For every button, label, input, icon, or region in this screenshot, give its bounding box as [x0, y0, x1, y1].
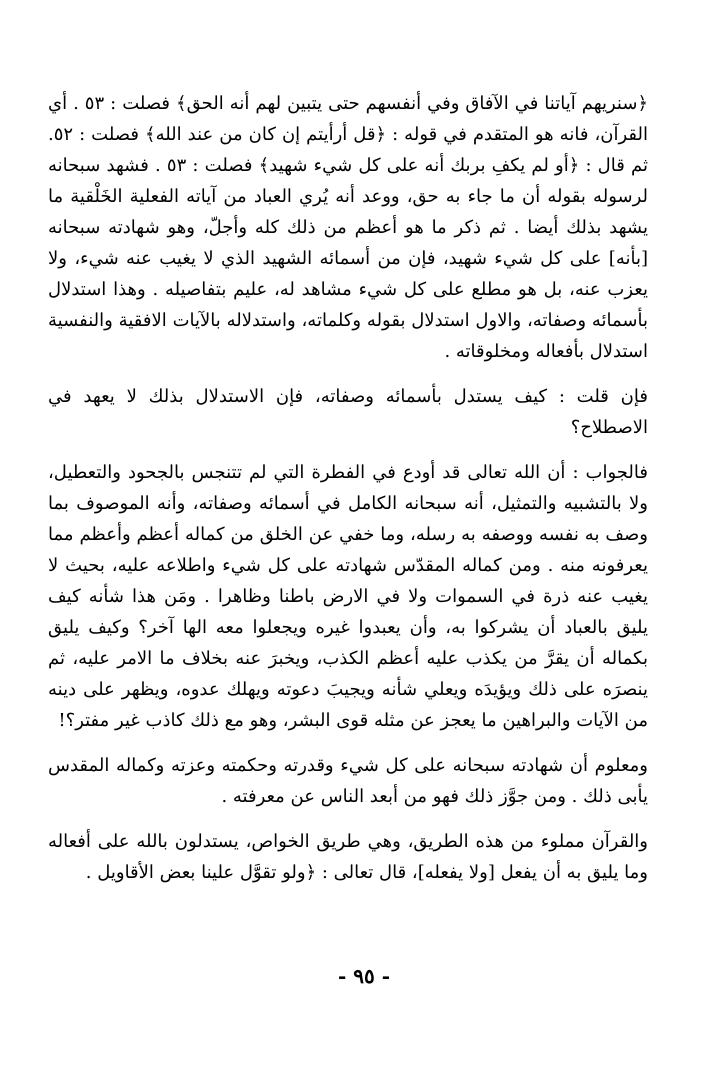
paragraph-5: والقرآن مملوء من هذه الطريق، وهي طريق الخواص، يستدلون بالله على أفعاله وما يليق به أن يفعل [ولا يفعله]، قال تعالى : ﴿ولو تقوَّل علينا بعض الأقاويل . [48, 831, 648, 883]
paragraph-2: فإن قلت : كيف يستدل بأسمائه وصفاته، فإن الاستدلال بذلك لا يعهد في الاصطلاح؟ [48, 386, 648, 438]
page-number: - ٩٥ - [337, 964, 390, 988]
paragraph-4: ومعلوم أن شهادته سبحانه على كل شيء وقدرته وحكمته وعزته وكماله المقدس يأبى ذلك . ومن جوَّز ذلك فهو من أبعد الناس عن معرفته . [48, 755, 649, 807]
paragraph-3: فالجواب : أن الله تعالى قد أودع في الفطرة التي لم تتنجس بالجحود والتعطيل، ولا بالتشبيه والتمثيل، أنه سبحانه الكامل في أسمائه وصفاته، وأنه الموصوف بما وصف به نفسه ووصفه به رسله، وما خفي عن الخلق من كماله أعظم وأعظم مما يعرفونه منه . ومن كماله المقدّس شهادته على كل شيء واطلاعه عليه، بحيث لا يغيب عنه ذرة في السموات ولا في الارض باطنا وظاهرا . ومَن هذا شأنه كيف يليق بالعباد أن يشركوا به، وأن يعبدوا غيره ويجعلوا معه الها آخر؟ وكيف يليق بكماله أن يقرَّ من يكذب عليه أعظم الكذب، ويخبرَ عنه بخلاف ما الامر عليه، ثم ينصرَه على ذلك ويؤيدَه ويعلي شأنه ويجيبَ دعوته ويهلك عدوه، ويظهر على دينه من الآيات والبراهين ما يعجز عن مثله قوى البشر، وهو مع ذلك كاذب غير مفتر؟! [48, 462, 648, 731]
paragraph-1: ﴿سنريهم آياتنا في الآفاق وفي أنفسهم حتى يتبين لهم أنه الحق﴾ فصلت : ٥٣ . أي القرآن، فانه هو المتقدم في قوله : ﴿قل أرأيتم إن كان من عند الله﴾ فصلت : ٥٢. ثم قال : ﴿أو لم يكفِ بربك أنه على كل شيء شهيد﴾ فصلت : ٥٣ . فشهد سبحانه لرسوله بقوله أن ما جاء به حق، ووعد أنه يُري العباد من آياته الفعلية الخَلْقية ما يشهد بذلك أيضا . ثم ذكر ما هو أعظم من ذلك كله وأجلّ، وهو شهادته سبحانه [بأنه] على كل شيء شهيد، فإن من أسمائه الشهيد الذي لا يغيب عنه شيء، ولا يعزب عنه، بل هو مطلع على كل شيء مشاهد له، عليم بتفاصيله . وهذا استدلال بأسمائه وصفاته، والاول استدلال بقوله وكلماته، واستدلاله بالآيات الافقية والنفسية استدلال بأفعاله ومخلوقاته . [48, 93, 648, 362]
